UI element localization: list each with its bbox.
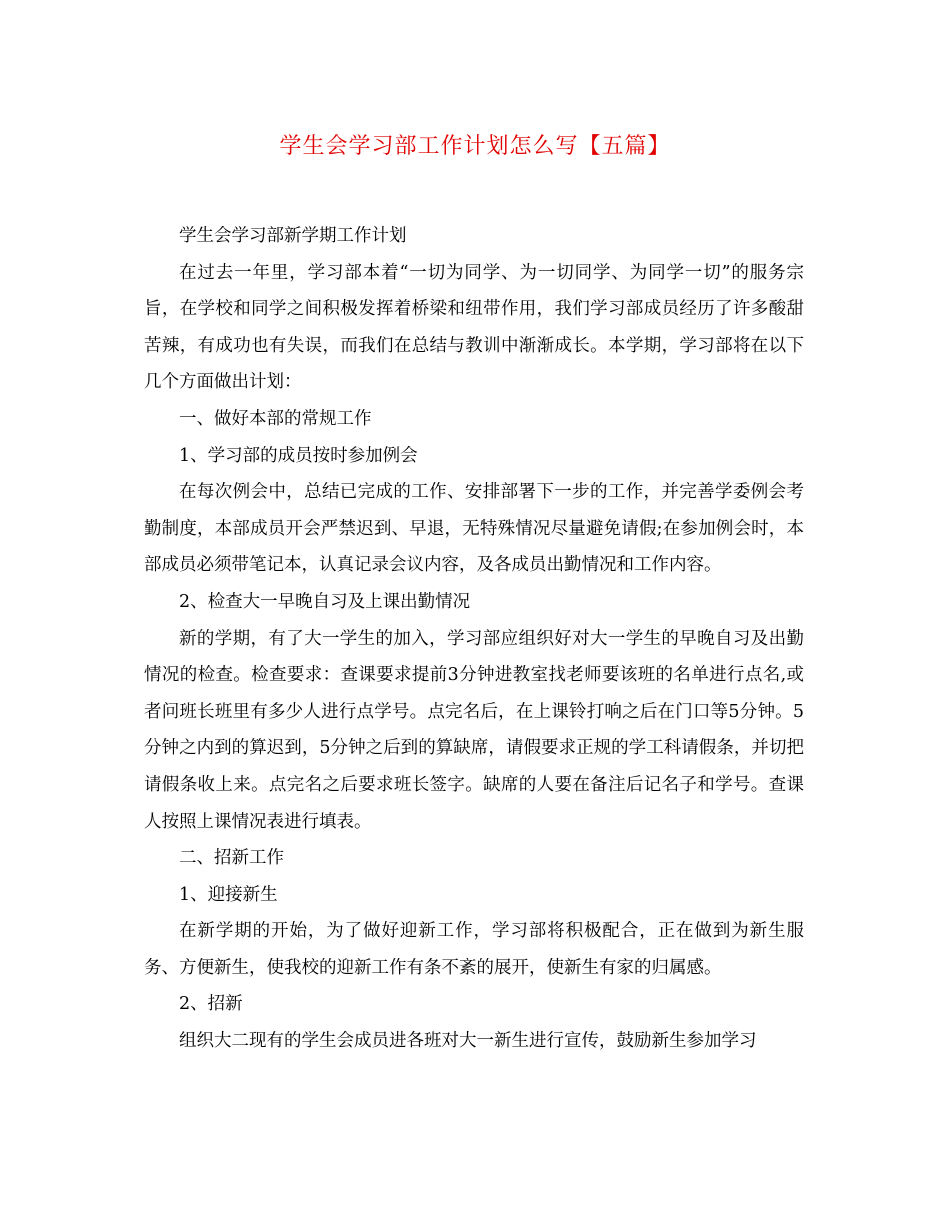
section-heading: 二、招新工作 (179, 848, 284, 869)
subsection-heading: 1、学习部的成员按时参加例会 (179, 445, 418, 466)
document-title: 学生会学习部工作计划怎么写【五篇】 (279, 134, 671, 159)
document-body (144, 218, 804, 1060)
subsection-heading: 2、检查大一早晚自习及上课出勤情况 (179, 591, 471, 612)
paragraph: 学生会学习部新学期工作计划 (179, 226, 407, 246)
subsection-heading: 1、迎接新生 (179, 884, 278, 905)
paragraph: 组织大二现有的学生会成员进各班对大一新生进行宣传，鼓励新生参加学习 (179, 1031, 757, 1052)
paragraph: 新的学期，有了大一学生的加入，学习部应组织好对大一学生的早晚自习及出勤情况的检查。检查要求：查课要求提前3分钟进教室找老师要该班的名单进行点名,或者问班长班里有多少人进行点学号。点完名后，在上课铃打响之后在门口等5分钟。5分钟之内到的算迟到，5分钟之后到的算缺席，请假要求正规的学工科请假条，并切把请假条收上来。点完名之后要求班长签字。缺席的人要在备注后记名子和学号。查课人按照上课情况表进行填表。 (144, 628, 804, 832)
paragraph: 在每次例会中，总结已完成的工作、安排部署下一步的工作，并完善学委例会考勤制度，本部成员开会严禁迟到、早退，无特殊情况尽量避免请假;在参加例会时，本部成员必须带笔记本，认真记录会议内容，及各成员出勤情况和工作内容。 (144, 482, 804, 576)
paragraph: 在新学期的开始，为了做好迎新工作，学习部将积极配合，正在做到为新生服务、方便新生，使我校的迎新工作有条不紊的展开，使新生有家的归属感。 (144, 921, 804, 978)
paragraph: 在过去一年里，学习部本着“一切为同学、为一切同学、为同学一切”的服务宗旨，在学校和同学之间积极发挥着桥梁和纽带作用，我们学习部成员经历了许多酸甜苦辣，有成功也有失误，而我们在总结与教训中渐渐成长。本学期，学习部将在以下几个方面做出计划： (144, 262, 804, 393)
section-heading: 一、做好本部的常规工作 (179, 408, 372, 429)
subsection-heading: 2、招新 (179, 994, 243, 1015)
